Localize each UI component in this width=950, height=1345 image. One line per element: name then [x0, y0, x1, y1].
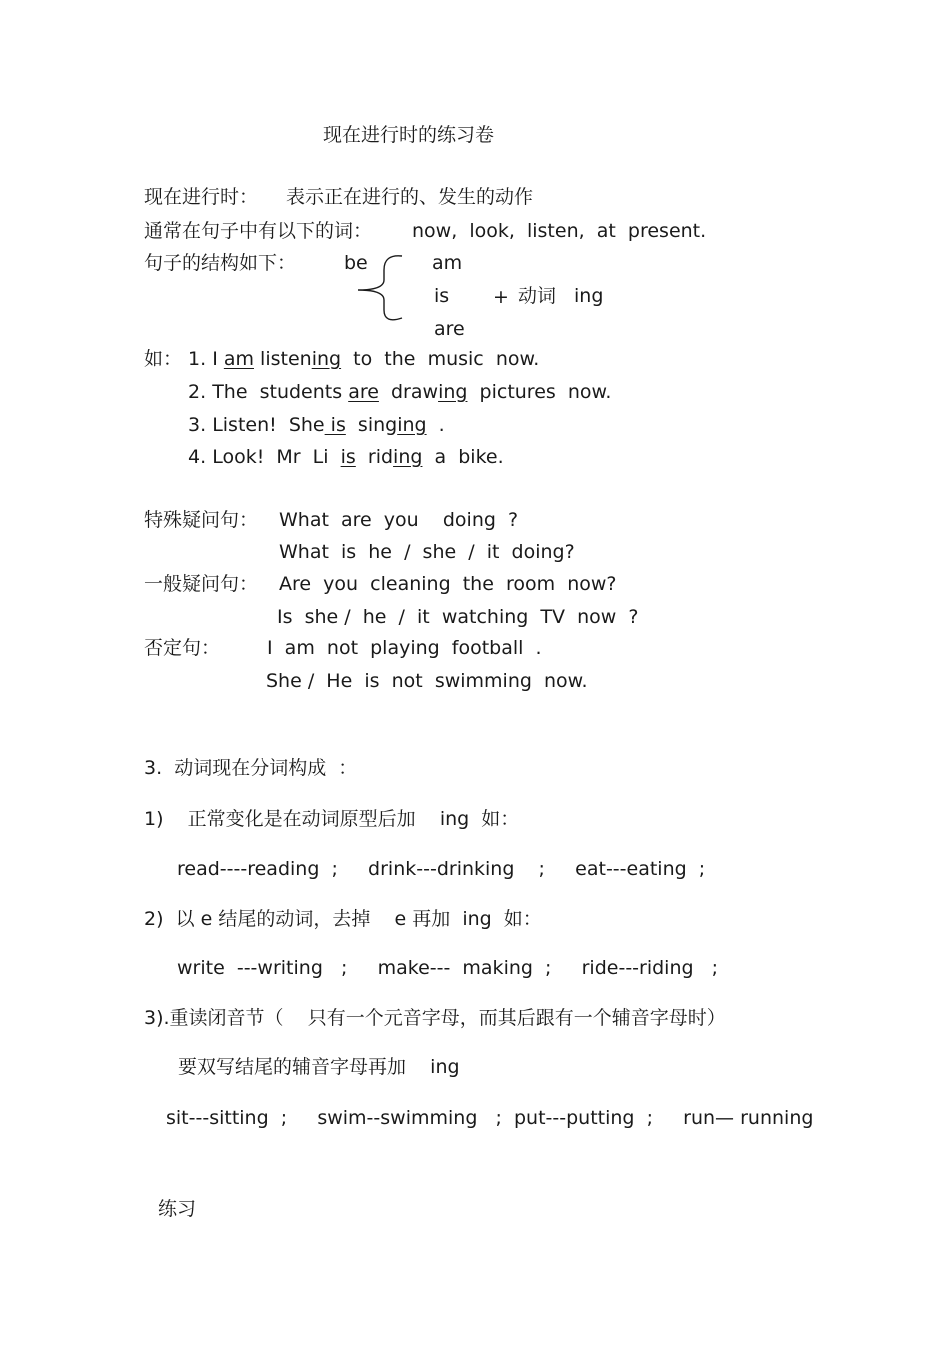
keywords-text: now, look, listen, at present. — [412, 220, 707, 242]
rule1-examples: read----reading ; drink---drinking ; eat---eating ; — [177, 858, 706, 880]
example-line: 1. I am listening to the music now. — [188, 348, 540, 370]
rule2-examples: write ---writing ; make--- making ; ride---riding ; — [177, 957, 719, 979]
section3-heading: 3. 动词现在分词构成 ： — [144, 757, 358, 779]
curly-brace — [352, 250, 412, 330]
example-line: 2. The students are drawing pictures now. — [188, 381, 612, 403]
structure-be: be — [344, 252, 368, 274]
structure-form-am: am — [432, 252, 463, 274]
special-question-label: 特殊疑问句： — [144, 509, 259, 531]
general-question-line: Are you cleaning the room now? — [279, 573, 617, 595]
general-question-label: 一般疑问句： — [144, 573, 259, 595]
practice-heading: 练习 — [158, 1198, 197, 1220]
rule2: 2) 以 e 结尾的动词，去掉 e 再加 ing 如： — [144, 908, 542, 930]
keywords-label: 通常在句子中有以下的词： — [144, 220, 373, 242]
structure-form-are: are — [434, 318, 465, 340]
negative-label: 否定句： — [144, 637, 221, 659]
examples-label: 如： — [144, 348, 183, 370]
definition-text: 表示正在进行的、发生的动作 — [286, 186, 534, 208]
rule3-continued: 要双写结尾的辅音字母再加 ing — [178, 1056, 460, 1078]
example-line: 4. Look! Mr Li is riding a bike. — [188, 446, 504, 468]
rule3: 3).重读闭音节（ 只有一个元音字母，而其后跟有一个辅音字母时） — [144, 1007, 726, 1029]
general-question-line: Is she / he / it watching TV now ? — [277, 606, 639, 628]
page-title: 现在进行时的练习卷 — [323, 124, 495, 146]
structure-form-is: is — [434, 285, 450, 307]
structure-verb: 动词 — [518, 285, 557, 307]
example-line: 3. Listen! She is singing . — [188, 414, 445, 436]
negative-line: I am not playing football . — [267, 637, 542, 659]
structure-ing: ing — [574, 285, 604, 307]
special-question-line: What are you doing ? — [279, 509, 519, 531]
special-question-line: What is he / she / it doing? — [279, 541, 575, 563]
structure-label: 句子的结构如下： — [144, 252, 297, 274]
definition-label: 现在进行时： — [144, 186, 259, 208]
negative-line: She / He is not swimming now. — [266, 670, 588, 692]
structure-plus: + — [493, 286, 509, 308]
rule3-examples: sit---sitting ; swim--swimming ; put---putting ; run— running — [166, 1107, 814, 1129]
rule1: 1) 正常变化是在动词原型后加 ing 如： — [144, 808, 520, 830]
